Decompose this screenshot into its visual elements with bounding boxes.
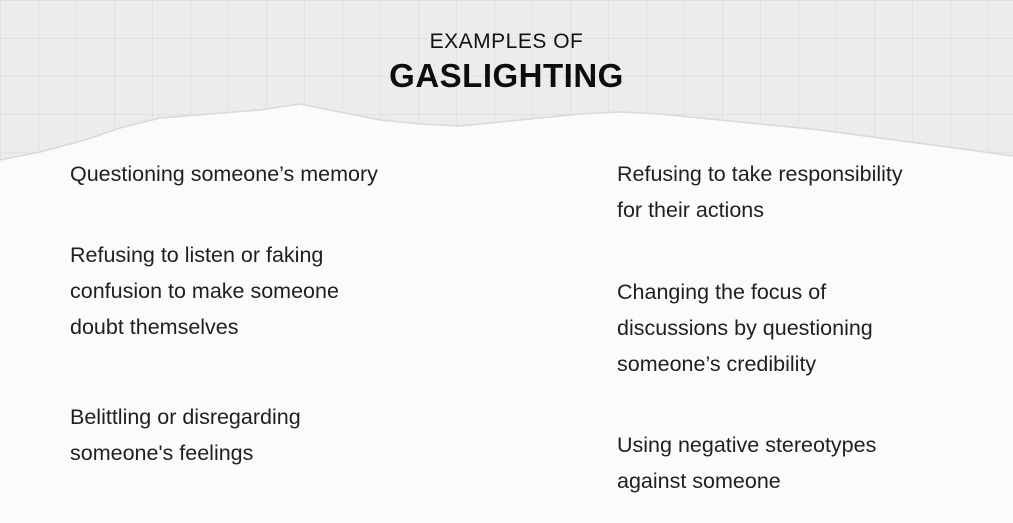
example-item: Questioning someone’s memory — [70, 162, 378, 186]
heading-block — [0, 28, 1013, 96]
heading-title: GASLIGHTING — [389, 57, 624, 94]
example-item: Refusing to take responsibility for their actions — [617, 162, 903, 222]
example-item: Changing the focus of discussions by questioning someone’s credibility — [617, 280, 873, 376]
heading-pre-title: EXAMPLES OF — [429, 30, 584, 53]
example-item: Using negative stereotypes against someone — [617, 433, 877, 493]
example-item: Refusing to listen or faking confusion to make someone doubt themselves — [70, 243, 339, 339]
example-item: Belittling or disregarding someone's feelings — [70, 405, 301, 465]
